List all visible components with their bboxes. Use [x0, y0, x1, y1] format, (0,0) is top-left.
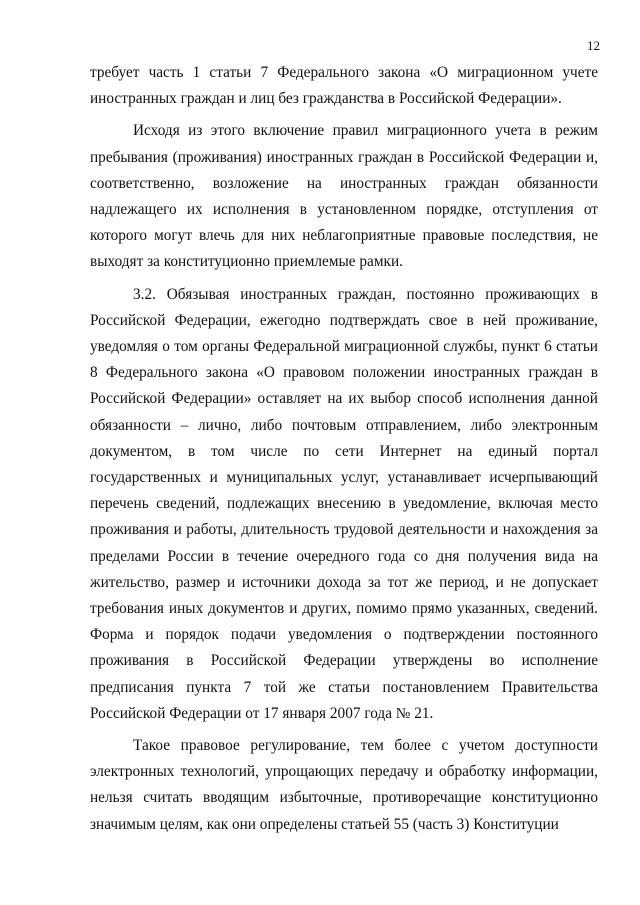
paragraph-legal-regulation: Такое правовое регулирование, тем более с учетом доступности электронных технологий, упрощающих передачу и обработку информации, нельзя считать вводящим избыточные, противоречащие конституционно значимым целям, как они определены статьей 55 (часть 3) Конституции: [90, 737, 598, 833]
paragraph-section-3-2: 3.2. Обязывая иностранных граждан, постоянно проживающих в Российской Федерации, ежегодно подтверждать свое в ней проживание, уведомляя о том органы Федеральной миграционной службы, пункт 6 статьи 8 Федерального закона «О правовом положении иностранных граждан в Российской Федерации» оставляет на их выбор способ исполнения данной обязанности – лично, либо почтовым отправлением, либо электронным документом, в том числе по сети Интернет на единый портал государственных и муниципальных услуг, устанавливает исчерпывающий перечень сведений, подлежащих внесению в уведомление, включая место проживания и работы, длительность трудовой деятельности и нахождения за пределами России в течение очередного года со дня получения вида на жительство, размер и источники дохода за тот же период, и не допускает требования иных документов и других, помимо прямо указанных, сведений. Форма и порядок подачи уведомления о подтверждении постоянного проживания в Российской Федерации утверждены во исполнение предписания пункта 7 той же статьи постановлением Правительства Российской Федерации от 17 января 2007 года № 21.: [90, 285, 598, 722]
paragraph-continuation: требует часть 1 статьи 7 Федерального закона «О миграционном учете иностранных граждан и лиц без гражданства в Российской Федерации».: [90, 64, 598, 108]
page-number: 12: [587, 38, 600, 53]
paragraph-migration-rules: Исходя из этого включение правил миграционного учета в режим пребывания (проживания) иностранных граждан в Российской Федерации и, соответственно, возложение на иностранных граждан обязанности надлежащего их исполнения в установленном порядке, отступления от которого могут влечь для них неблагоприятные правовые последствия, не выходят за конституционно приемлемые рамки.: [90, 122, 598, 271]
document-body: [90, 60, 598, 838]
